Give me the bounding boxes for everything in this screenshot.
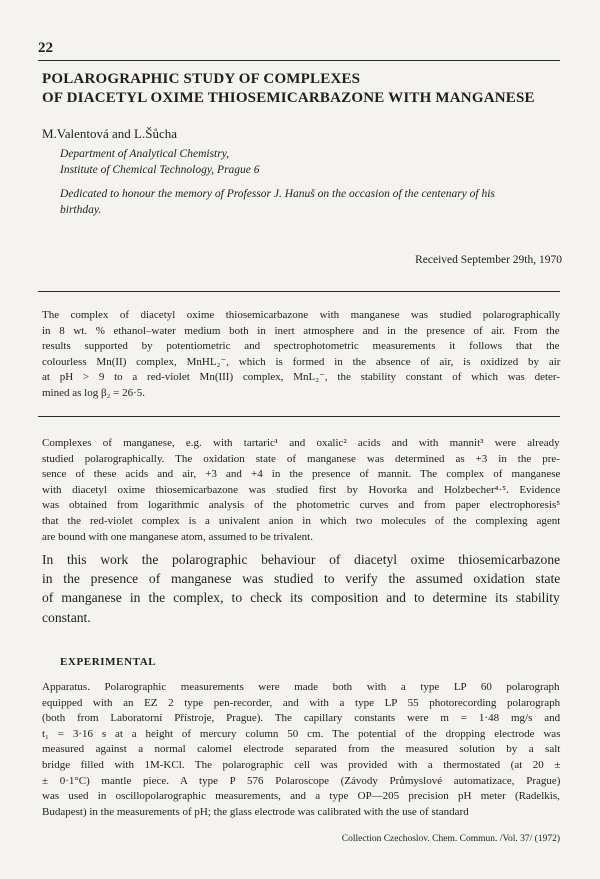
experimental-line: Budapest) in the measurements of pH; the glass electrode was calibrated with the use of standard xyxy=(42,805,469,818)
experimental-line: equipped with an EZ 2 type pen-recorder, and with a type LP 55 photorecording polarograph xyxy=(42,696,561,709)
intro-line: that the red-violet complex is a univalent anion in which two molecules of the complexing agent xyxy=(42,514,561,527)
intro-line: are bound with one manganese atom, assumed to be trivalent. xyxy=(42,530,313,543)
experimental-line: was used in oscillopolarographic measurements, and a type OP—205 precision pH meter (Radelkis, xyxy=(42,790,560,803)
abstract-line: The complex of diacetyl oxime thiosemicarbazone with manganese was studied polarographically xyxy=(42,309,561,321)
section-heading-experimental: EXPERIMENTAL xyxy=(60,656,157,668)
intro-line: studied polarographically. The oxidation state of manganese was determined as +3 in the pre- xyxy=(42,452,560,465)
affiliation-line-1: Department of Analytical Chemistry, xyxy=(60,148,230,160)
title-line-1: POLAROGRAPHIC STUDY OF COMPLEXES xyxy=(42,71,361,87)
dedication-line-1: Dedicated to honour the memory of Professor J. Hanuš on the occasion of the centenary of his xyxy=(60,188,495,200)
intro-line: sence of these acids and air, +3 and +4 in the presence of mannit. The complex of manganese xyxy=(42,468,561,481)
author-list: M.Valentová and L.Šůcha xyxy=(42,126,178,141)
header-rule xyxy=(38,60,560,61)
aim-paragraph xyxy=(42,550,560,627)
affiliation-line-2: Institute of Chemical Technology, Prague 6 xyxy=(60,164,260,176)
intro-line: with diacetyl oxime thiosemicarbazone was studied first by Hovorka and Holzbecher⁴·⁵. Evidence xyxy=(42,483,561,496)
aim-line: constant. xyxy=(42,609,91,625)
experimental-line: (both from Laboratorní Přístroje, Prague). The capillary constants were m = 1·48 mg/s and xyxy=(42,712,561,725)
aim-line: in the presence of manganese was studied to verify the assumed oxidation state xyxy=(42,571,561,587)
abstract-line: at pH > 9 to a red-violet Mn(III) complex, MnL₂⁻, the stability constant of which was deter- xyxy=(42,371,561,384)
introduction-paragraph xyxy=(42,436,560,545)
dedication-line-2: birthday. xyxy=(60,204,102,216)
aim-line: In this work the polarographic behaviour of diacetyl oxime thiosemicarbazone xyxy=(42,552,561,567)
aim-line: of manganese in the complex, to check its composition and to determine its stability xyxy=(42,590,560,606)
experimental-line: bridge filled with 1M-KCl. The polarographic cell was provided with a thermostated (at 20 ± xyxy=(42,758,561,771)
abstract-line: mined as log β₂ = 26·5. xyxy=(42,386,146,399)
dedication xyxy=(60,186,560,218)
abstract-top-rule xyxy=(38,291,560,292)
experimental-line: t₁ = 3·16 s at a height of mercury column 50 cm. The potential of the dropping electrode was xyxy=(42,727,561,740)
affiliation xyxy=(60,146,260,178)
abstract-line: results supported by potentiometric and spectrophotometric measurements it follows that the xyxy=(42,340,560,353)
experimental-line: measured against a normal calomel electrode separated from the measured solution by a salt xyxy=(42,743,561,756)
intro-line: was obtained from logarithmic analysis of the photometric curves and from paper electrophoresis⁵ xyxy=(42,499,561,512)
abstract-line: colourless Mn(II) complex, MnHL₂⁻, which is formed in the absence of air, is oxidized by air xyxy=(42,355,561,368)
experimental-line: Apparatus. Polarographic measurements were made both with a type LP 60 polarograph xyxy=(42,681,560,693)
article-title xyxy=(42,70,562,108)
abstract-bottom-rule xyxy=(38,416,560,417)
experimental-paragraph xyxy=(42,680,560,820)
page-number: 22 xyxy=(38,40,53,56)
title-line-2: OF DIACETYL OXIME THIOSEMICARBAZONE WITH MANGANESE xyxy=(42,90,535,106)
abstract xyxy=(42,308,560,402)
received-date: Received September 29th, 1970 xyxy=(415,254,562,266)
journal-footer: Collection Czechoslov. Chem. Commun. /Vol. 37/ (1972) xyxy=(341,834,560,844)
experimental-line: ± 0·1°C) mantle piece. A type P 576 Polaroscope (Závody Průmyslové automatizace, Prague) xyxy=(42,774,561,787)
intro-line: Complexes of manganese, e.g. with tartaric¹ and oxalic² acids and with mannit³ were already xyxy=(42,437,560,449)
abstract-line: in 8 wt. % ethanol–water medium both in inert atmosphere and in the presence of air. From the xyxy=(42,324,560,337)
